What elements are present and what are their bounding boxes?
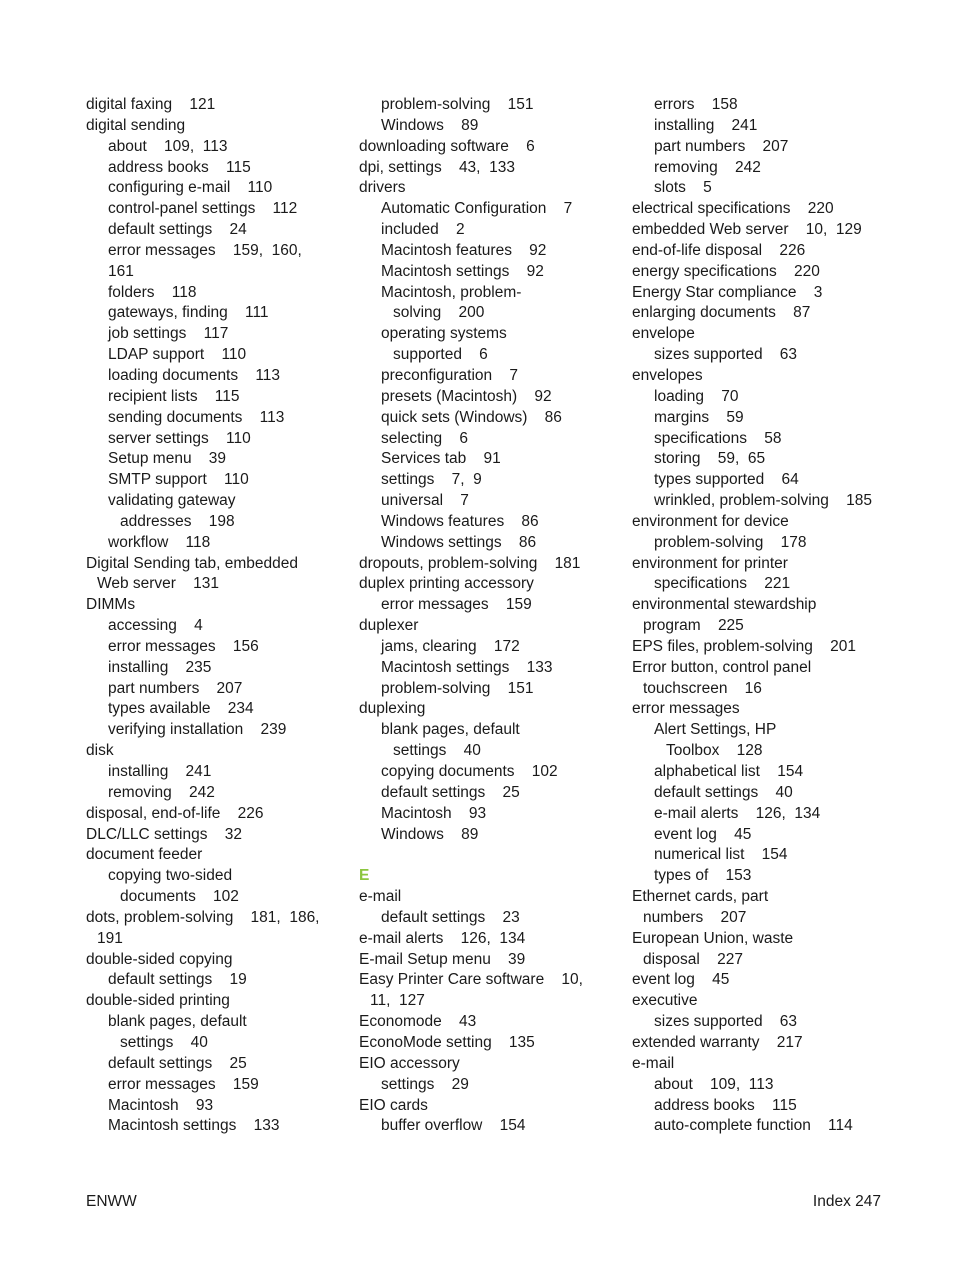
index-subentry: event log 45 [654, 825, 752, 843]
index-entry: duplex printing accessory [359, 575, 534, 593]
index-subentry: settings 40 [393, 742, 481, 760]
index-subentry: error messages 156 [108, 637, 259, 655]
index-subentry: buffer overflow 154 [381, 1117, 526, 1135]
index-entry: DIMMs [86, 596, 136, 614]
index-subentry: Macintosh settings 133 [381, 658, 553, 676]
index-entry: document feeder [86, 846, 203, 864]
index-entry: EconoMode setting 135 [359, 1033, 535, 1051]
index-subentry: numerical list 154 [654, 846, 788, 864]
index-column-3 [632, 95, 900, 1137]
index-entry: embedded Web server 10, 129 [632, 221, 862, 239]
index-subentry: Toolbox 128 [666, 742, 763, 760]
index-subentry: wrinkled, problem-solving 185 [654, 492, 872, 510]
index-subentry: recipient lists 115 [108, 387, 240, 405]
index-subentry: part numbers 207 [108, 679, 243, 697]
index-entry: digital faxing 121 [86, 96, 216, 113]
index-entry: numbers 207 [643, 908, 747, 926]
index-subentry: settings 7, 9 [381, 471, 482, 489]
index-entry: end-of-life disposal 226 [632, 241, 806, 259]
index-subentry: preconfiguration 7 [381, 366, 519, 384]
index-entry: disk [86, 742, 114, 760]
index-subentry: accessing 4 [108, 617, 203, 635]
index-subentry: control-panel settings 112 [108, 200, 298, 218]
index-subentry: supported 6 [393, 346, 488, 364]
index-subentry: default settings 24 [108, 221, 247, 239]
index-subentry: jams, clearing 172 [381, 637, 520, 655]
footer-page-label: Index 247 [812, 1193, 881, 1210]
index-entry: e-mail alerts 126, 134 [359, 929, 526, 947]
index-entry: Energy Star compliance 3 [632, 283, 823, 301]
index-entry: EPS files, problem-solving 201 [632, 637, 856, 655]
index-subentry: validating gateway [108, 492, 236, 510]
index-entry: environment for printer [632, 554, 788, 572]
index-entry: duplexing [359, 700, 426, 718]
index-entry: Economode 43 [359, 1013, 477, 1031]
index-subentry: sizes supported 63 [654, 1013, 798, 1031]
index-entry: environmental stewardship [632, 596, 817, 614]
index-subentry: default settings 25 [381, 783, 520, 801]
index-subentry: installing 235 [108, 658, 212, 676]
index-entry: drivers [359, 179, 406, 197]
index-subentry: specifications 58 [654, 429, 782, 447]
index-subentry: default settings 40 [654, 783, 793, 801]
index-entry: e-mail [632, 1054, 675, 1072]
index-entry: environment for device [632, 512, 789, 530]
index-entry: disposal 227 [643, 950, 743, 968]
index-entry: event log 45 [632, 971, 730, 989]
index-entry: 11, 127 [370, 992, 425, 1010]
index-entry: DLC/LLC settings 32 [86, 825, 242, 843]
index-subentry: problem-solving 151 [381, 679, 534, 697]
index-subentry: loading documents 113 [108, 366, 281, 384]
index-subentry: LDAP support 110 [108, 346, 247, 364]
index-subentry: operating systems [381, 325, 507, 343]
index-subentry: installing 241 [654, 116, 758, 134]
index-entry: dpi, settings 43, 133 [359, 158, 515, 176]
index-subentry: Macintosh, problem- [381, 283, 522, 301]
index-subentry: settings 29 [381, 1075, 469, 1093]
index-subentry: problem-solving 178 [654, 533, 807, 551]
index-subentry: Macintosh settings 133 [108, 1117, 280, 1135]
index-entry: downloading software 6 [359, 137, 535, 155]
index-subentry: removing 242 [654, 158, 761, 176]
index-subentry: Services tab 91 [381, 450, 501, 468]
index-subentry: 161 [108, 262, 134, 280]
index-subentry: Alert Settings, HP [654, 721, 777, 739]
index-subentry: about 109, 113 [108, 137, 228, 155]
index-entry: Web server 131 [97, 575, 220, 593]
index-subentry: about 109, 113 [654, 1075, 774, 1093]
index-entry: dropouts, problem-solving 181 [359, 554, 581, 572]
index-subentry: solving 200 [393, 304, 485, 322]
index-entry: energy specifications 220 [632, 262, 820, 280]
index-subentry: folders 118 [108, 283, 197, 301]
index-subentry: storing 59, 65 [654, 450, 766, 468]
index-entry: Easy Printer Care software 10, [359, 971, 583, 989]
index-entry: 191 [97, 929, 123, 947]
index-subentry: quick sets (Windows) 86 [381, 408, 562, 426]
index-subentry: Macintosh settings 92 [381, 262, 544, 280]
index-entry: EIO cards [359, 1096, 428, 1114]
index-subentry: verifying installation 239 [108, 721, 287, 739]
index-subentry: blank pages, default [381, 721, 520, 739]
index-entry: E-mail Setup menu 39 [359, 950, 526, 968]
index-subentry: Macintosh 93 [381, 804, 487, 822]
index-subentry: types available 234 [108, 700, 254, 718]
index-subentry: SMTP support 110 [108, 471, 249, 489]
index-entry: enlarging documents 87 [632, 304, 811, 322]
index-entry: double-sided copying [86, 950, 233, 968]
section-spacer [359, 845, 627, 866]
index-subentry: types of 153 [654, 867, 752, 885]
index-entry: executive [632, 992, 698, 1010]
index-entry: envelope [632, 325, 695, 343]
index-subentry: default settings 19 [108, 971, 247, 989]
index-subentry: presets (Macintosh) 92 [381, 387, 552, 405]
index-entry: Ethernet cards, part [632, 888, 769, 906]
index-entry: envelopes [632, 366, 703, 384]
index-subentry: auto-complete function 114 [654, 1117, 853, 1135]
index-subentry: universal 7 [381, 492, 469, 510]
index-entry: dots, problem-solving 181, 186, [86, 908, 320, 926]
index-subentry: errors 158 [654, 96, 738, 113]
index-entry: double-sided printing [86, 992, 230, 1010]
index-subentry: margins 59 [654, 408, 744, 426]
index-entry: error messages [632, 700, 740, 718]
index-subentry: copying two-sided [108, 867, 233, 885]
index-entry: e-mail [359, 888, 402, 906]
index-column-2 [359, 95, 627, 1137]
index-subentry: error messages 159 [381, 596, 532, 614]
index-subentry: included 2 [381, 221, 465, 239]
index-subentry: Windows 89 [381, 116, 479, 134]
index-subentry: server settings 110 [108, 429, 251, 447]
index-subentry: part numbers 207 [654, 137, 789, 155]
index-subentry: gateways, finding 111 [108, 304, 269, 322]
index-entry: touchscreen 16 [643, 679, 762, 697]
index-subentry: removing 242 [108, 783, 215, 801]
index-entry: electrical specifications 220 [632, 200, 834, 218]
index-entry: extended warranty 217 [632, 1033, 803, 1051]
index-subentry: copying documents 102 [381, 763, 558, 780]
index-subentry: address books 115 [654, 1096, 797, 1114]
index-subentry: Macintosh features 92 [381, 241, 547, 259]
index-entry: digital sending [86, 116, 186, 134]
index-subentry: address books 115 [108, 158, 251, 176]
index-subentry: workflow 118 [108, 533, 211, 551]
index-subentry: blank pages, default [108, 1013, 247, 1031]
index-entry: program 225 [643, 617, 744, 635]
index-subentry: installing 241 [108, 763, 212, 780]
index-entry: Error button, control panel [632, 658, 812, 676]
index-subentry: Automatic Configuration 7 [381, 200, 573, 218]
index-subentry: Setup menu 39 [108, 450, 227, 468]
section-letter-heading: E [359, 867, 370, 885]
index-subentry: types supported 64 [654, 471, 799, 489]
index-subentry: Windows 89 [381, 825, 479, 843]
index-subentry: Windows settings 86 [381, 533, 537, 551]
index-subentry: error messages 159, 160, [108, 241, 302, 259]
index-subentry: alphabetical list 154 [654, 763, 804, 780]
index-subentry: default settings 23 [381, 908, 520, 926]
index-subentry: configuring e-mail 110 [108, 179, 273, 197]
index-subentry: documents 102 [120, 888, 239, 906]
index-subentry: Windows features 86 [381, 512, 539, 530]
index-entry: EIO accessory [359, 1054, 460, 1072]
index-subentry: sending documents 113 [108, 408, 285, 426]
index-subentry: loading 70 [654, 387, 739, 405]
index-subentry: problem-solving 151 [381, 96, 534, 113]
index-entry: European Union, waste [632, 929, 794, 947]
index-entry: Digital Sending tab, embedded [86, 554, 298, 572]
footer-left-label: ENWW [86, 1193, 137, 1210]
index-subentry: specifications 221 [654, 575, 791, 593]
index-column-1 [86, 95, 354, 1137]
index-entry: disposal, end-of-life 226 [86, 804, 264, 822]
index-subentry: job settings 117 [108, 325, 229, 343]
index-subentry: addresses 198 [120, 512, 235, 530]
index-entry: duplexer [359, 617, 419, 635]
index-subentry: sizes supported 63 [654, 346, 798, 364]
index-subentry: Macintosh 93 [108, 1096, 214, 1114]
index-subentry: default settings 25 [108, 1054, 247, 1072]
index-subentry: settings 40 [120, 1033, 208, 1051]
index-subentry: slots 5 [654, 179, 712, 197]
index-subentry: error messages 159 [108, 1075, 259, 1093]
index-subentry: selecting 6 [381, 429, 469, 447]
index-subentry: e-mail alerts 126, 134 [654, 804, 821, 822]
